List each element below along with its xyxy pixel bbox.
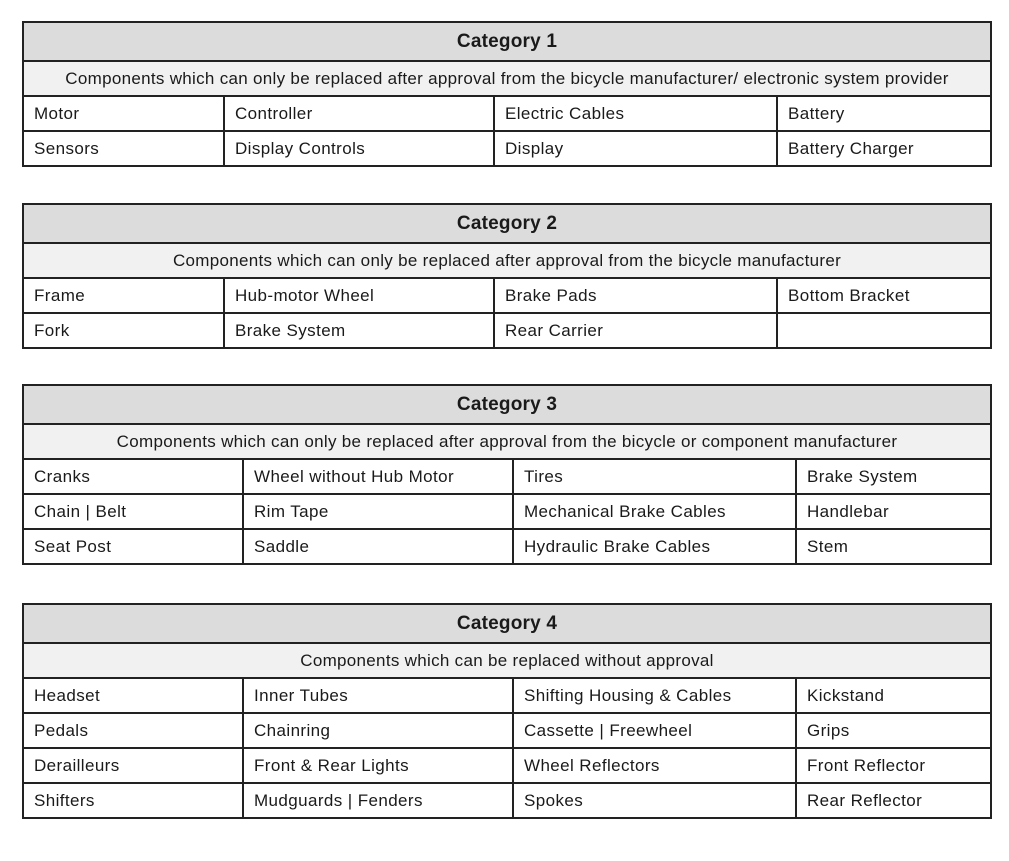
table-cell: Seat Post: [23, 529, 243, 564]
table-cell: Rim Tape: [243, 494, 513, 529]
table-cell: Headset: [23, 678, 243, 713]
table-cell: Frame: [23, 278, 224, 313]
table-cell: Chain | Belt: [23, 494, 243, 529]
category-title: Category 2: [23, 204, 991, 243]
table-cell: Brake Pads: [494, 278, 777, 313]
table-row: [23, 459, 991, 494]
category-description: Components which can be replaced without approval: [23, 643, 991, 678]
table-cell: Battery Charger: [777, 131, 991, 166]
table-cell: [777, 313, 991, 348]
table-cell: Sensors: [23, 131, 224, 166]
table-row: [23, 748, 991, 783]
category-3-table: [22, 384, 992, 565]
table-row: [23, 313, 991, 348]
table-row: [23, 713, 991, 748]
table-cell: Bottom Bracket: [777, 278, 991, 313]
table-cell: Saddle: [243, 529, 513, 564]
table-cell: Spokes: [513, 783, 796, 818]
table-cell: Controller: [224, 96, 494, 131]
category-title: Category 3: [23, 385, 991, 424]
table-row: [23, 678, 991, 713]
table-row: [23, 783, 991, 818]
table-cell: Fork: [23, 313, 224, 348]
table-cell: Stem: [796, 529, 991, 564]
table-cell: Pedals: [23, 713, 243, 748]
table-cell: Motor: [23, 96, 224, 131]
category-description: Components which can only be replaced after approval from the bicycle manufacturer/ electronic system provider: [23, 61, 991, 96]
category-title: Category 4: [23, 604, 991, 643]
table-cell: Cranks: [23, 459, 243, 494]
table-cell: Battery: [777, 96, 991, 131]
table-row: [23, 529, 991, 564]
table-cell: Inner Tubes: [243, 678, 513, 713]
table-cell: Derailleurs: [23, 748, 243, 783]
category-1-table: [22, 21, 992, 167]
table-cell: Shifters: [23, 783, 243, 818]
category-2-table: [22, 203, 992, 349]
table-cell: Chainring: [243, 713, 513, 748]
table-cell: Hydraulic Brake Cables: [513, 529, 796, 564]
category-4-table: [22, 603, 992, 819]
table-cell: Electric Cables: [494, 96, 777, 131]
table-cell: Tires: [513, 459, 796, 494]
table-cell: Mudguards | Fenders: [243, 783, 513, 818]
table-cell: Wheel Reflectors: [513, 748, 796, 783]
table-cell: Brake System: [796, 459, 991, 494]
category-description: Components which can only be replaced after approval from the bicycle manufacturer: [23, 243, 991, 278]
category-title: Category 1: [23, 22, 991, 61]
table-cell: Grips: [796, 713, 991, 748]
table-cell: Shifting Housing & Cables: [513, 678, 796, 713]
table-cell: Display: [494, 131, 777, 166]
table-row: [23, 131, 991, 166]
table-cell: Kickstand: [796, 678, 991, 713]
table-cell: Rear Carrier: [494, 313, 777, 348]
table-cell: Cassette | Freewheel: [513, 713, 796, 748]
table-cell: Front Reflector: [796, 748, 991, 783]
category-description: Components which can only be replaced after approval from the bicycle or component manufacturer: [23, 424, 991, 459]
table-cell: Wheel without Hub Motor: [243, 459, 513, 494]
table-cell: Front & Rear Lights: [243, 748, 513, 783]
table-row: [23, 96, 991, 131]
table-cell: Handlebar: [796, 494, 991, 529]
table-cell: Display Controls: [224, 131, 494, 166]
table-row: [23, 494, 991, 529]
table-cell: Brake System: [224, 313, 494, 348]
table-cell: Mechanical Brake Cables: [513, 494, 796, 529]
table-cell: Hub-motor Wheel: [224, 278, 494, 313]
table-row: [23, 278, 991, 313]
table-cell: Rear Reflector: [796, 783, 991, 818]
